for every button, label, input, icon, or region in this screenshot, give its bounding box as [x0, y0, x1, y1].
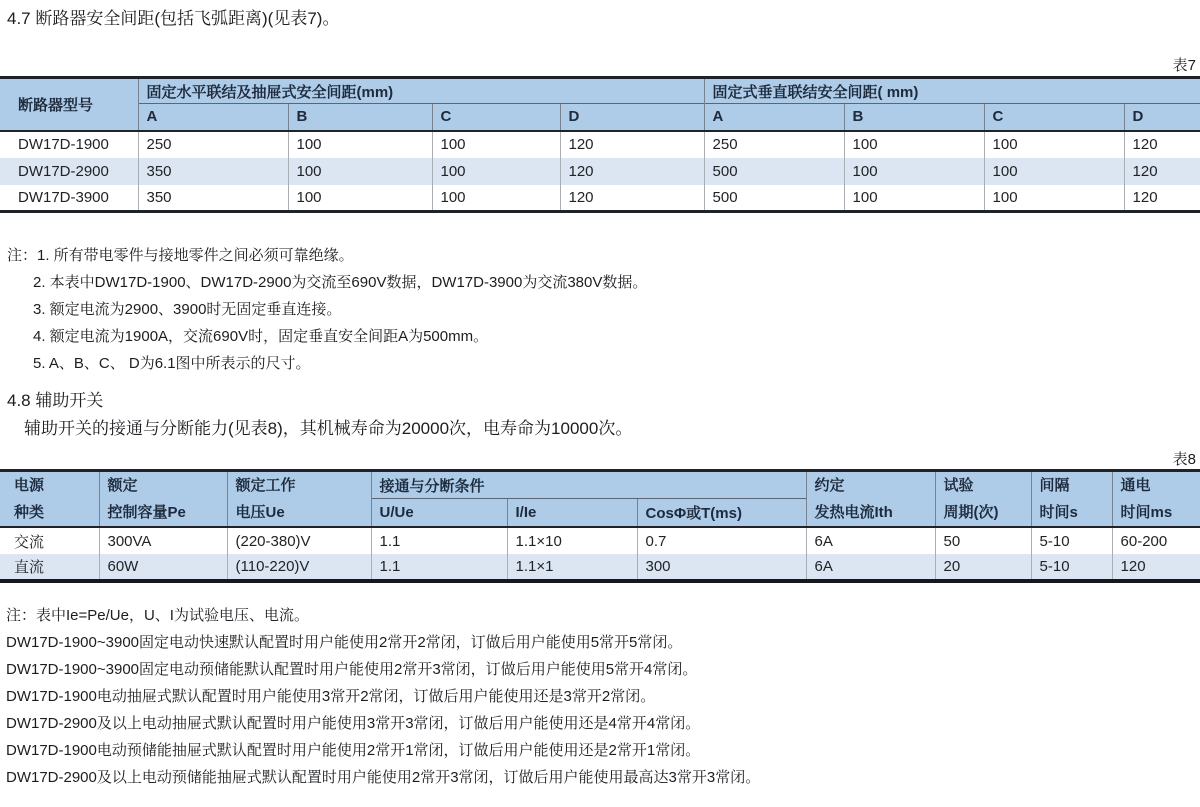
- table8-header-rated-capacity: [99, 471, 227, 528]
- note-line: DW17D-2900及以上电动预储能抽屉式默认配置时用户能使用2常开3常闭，订做后用户能使用最高达3常开3常闭。: [6, 769, 761, 786]
- table-cell: (110-220)V: [227, 554, 371, 581]
- table-row: [0, 527, 1200, 554]
- table-cell: 250: [704, 131, 844, 158]
- table8-header-make-break-group: 接通与分断条件: [371, 471, 806, 499]
- table7-subheader-c2: C: [984, 104, 1124, 131]
- table-cell: 120: [1124, 158, 1200, 185]
- table8-subheader-cos: CosΦ或T(ms): [637, 499, 806, 527]
- table-cell: 5-10: [1031, 527, 1112, 554]
- table-cell: 100: [984, 185, 1124, 212]
- table-cell: 350: [138, 158, 288, 185]
- table8-header-power-type: [0, 471, 99, 528]
- note-line: 注：1. 所有带电零件与接地零件之间必须可靠绝缘。: [7, 247, 354, 264]
- note-line: 2. 本表中DW17D-1900、DW17D-2900为交流至690V数据，DW17D-3900为交流380V数据。: [33, 274, 648, 291]
- table-cell: 100: [288, 131, 432, 158]
- table-cell: 50: [935, 527, 1031, 554]
- section-4-8-heading: 4.8 辅助开关: [7, 391, 104, 410]
- power-type: 直流: [0, 554, 99, 581]
- table-cell: 100: [432, 185, 560, 212]
- table-cell: 500: [704, 185, 844, 212]
- auxiliary-switch-table: [0, 469, 1200, 583]
- table-cell: 100: [288, 158, 432, 185]
- table8-header-interval-time: [1031, 471, 1112, 528]
- section-4-7-heading: 4.7 断路器安全间距(包括飞弧距离)(见表7)。: [7, 9, 340, 28]
- table7-header-horizontal-group: 固定水平联结及抽屉式安全间距(mm): [138, 78, 704, 104]
- table-cell: 60W: [99, 554, 227, 581]
- table-cell: 1.1×10: [507, 527, 637, 554]
- table-cell: (220-380)V: [227, 527, 371, 554]
- note-line: DW17D-1900电动预储能抽屉式默认配置时用户能使用2常开1常闭，订做后用户能使用还是2常开1常闭。: [6, 742, 701, 759]
- table8-header-energized-time: [1112, 471, 1200, 528]
- table7-subheader-a1: A: [138, 104, 288, 131]
- table7-subheader-b2: B: [844, 104, 984, 131]
- table7-notes: [7, 242, 1200, 377]
- table8-header-thermal-current: [806, 471, 935, 528]
- table-row: [0, 131, 1200, 158]
- table7-header-vertical-group: 固定式垂直联结安全间距( mm): [704, 78, 1200, 104]
- table-cell: 1.1×1: [507, 554, 637, 581]
- table-cell: 6A: [806, 527, 935, 554]
- note-line: DW17D-2900及以上电动抽屉式默认配置时用户能使用3常开3常闭，订做后用户能使用还是4常开4常闭。: [6, 715, 701, 732]
- section-4-8-paragraph: 辅助开关的接通与分断能力(见表8)，其机械寿命为20000次，电寿命为10000次。: [24, 419, 633, 438]
- header-line: 时间ms: [1120, 504, 1173, 521]
- table-cell: 0.7: [637, 527, 806, 554]
- header-line: 控制容量Pe: [107, 504, 186, 521]
- table7-subheader-d1: D: [560, 104, 704, 131]
- table7-label: 表7: [1172, 57, 1196, 74]
- header-line: 发热电流Ith: [814, 504, 893, 521]
- table-cell: 6A: [806, 554, 935, 581]
- table8-subheader-u-ue: U/Ue: [371, 499, 507, 527]
- table7-subheader-d2: D: [1124, 104, 1200, 131]
- breaker-model: DW17D-1900: [0, 131, 138, 158]
- note-line: 注：表中Ie=Pe/Ue，U、I为试验电压、电流。: [6, 607, 309, 624]
- table-cell: 100: [844, 185, 984, 212]
- table-cell: 120: [560, 158, 704, 185]
- table-cell: 20: [935, 554, 1031, 581]
- table8-label: 表8: [1172, 451, 1196, 468]
- header-line: 电源: [14, 477, 45, 494]
- table-cell: 100: [984, 131, 1124, 158]
- table-cell: 100: [984, 158, 1124, 185]
- table-cell: 250: [138, 131, 288, 158]
- table-row: [0, 185, 1200, 212]
- header-line: 额定: [107, 477, 138, 494]
- table8-subheader-i-ie: I/Ie: [507, 499, 637, 527]
- note-line: 3. 额定电流为2900、3900时无固定垂直连接。: [33, 301, 342, 318]
- table7-header-model: 断路器型号: [0, 78, 138, 131]
- note-line: 4. 额定电流为1900A，交流690V时，固定垂直安全间距A为500mm。: [33, 328, 489, 345]
- note-line: DW17D-1900~3900固定电动快速默认配置时用户能使用2常开2常闭，订做后用户能使用5常开5常闭。: [6, 634, 683, 651]
- safety-distance-table: [0, 76, 1200, 213]
- header-line: 额定工作: [235, 477, 296, 494]
- header-line: 种类: [14, 504, 45, 521]
- table-cell: 300VA: [99, 527, 227, 554]
- table-cell: 120: [560, 185, 704, 212]
- breaker-model: DW17D-3900: [18, 188, 109, 206]
- note-line: DW17D-1900电动抽屉式默认配置时用户能使用3常开2常闭，订做后用户能使用还是3常开2常闭。: [6, 688, 656, 705]
- table-row: [0, 554, 1200, 581]
- breaker-model: DW17D-2900: [0, 158, 138, 185]
- header-line: 约定: [814, 477, 845, 494]
- table-cell: 60-200: [1112, 527, 1200, 554]
- table-cell: 120: [1124, 185, 1200, 212]
- table-cell: 1.1: [371, 527, 507, 554]
- table-cell: 100: [288, 185, 432, 212]
- table-cell: 500: [704, 158, 844, 185]
- table-cell: 1.1: [371, 554, 507, 581]
- table-cell: 120: [560, 131, 704, 158]
- table-row: [0, 158, 1200, 185]
- header-line: 试验: [943, 477, 974, 494]
- table7-subheader-c1: C: [432, 104, 560, 131]
- table7-subheader-b1: B: [288, 104, 432, 131]
- header-line: 时间s: [1039, 504, 1078, 521]
- table-cell: 100: [844, 131, 984, 158]
- table-cell: 120: [1112, 554, 1200, 581]
- header-line: 电压Ue: [235, 504, 285, 521]
- power-type: 交流: [0, 527, 99, 554]
- table-cell: 100: [432, 131, 560, 158]
- table-cell: 300: [637, 554, 806, 581]
- header-line: 周期(次): [943, 504, 999, 521]
- note-line: 5. A、B、C、 D为6.1图中所表示的尺寸。: [33, 355, 311, 372]
- table7-subheader-a2: A: [704, 104, 844, 131]
- table-cell: 5-10: [1031, 554, 1112, 581]
- table-cell: 100: [432, 158, 560, 185]
- table-cell: 350: [138, 185, 288, 212]
- table8-header-working-voltage: [227, 471, 371, 528]
- table-cell: 100: [844, 158, 984, 185]
- note-line: DW17D-1900~3900固定电动预储能默认配置时用户能使用2常开3常闭，订做后用户能使用5常开4常闭。: [6, 661, 698, 678]
- header-line: 通电: [1120, 477, 1151, 494]
- table8-notes: [6, 602, 1200, 791]
- table-cell: 120: [1124, 131, 1200, 158]
- header-line: 间隔: [1039, 477, 1070, 494]
- table8-header-test-cycles: [935, 471, 1031, 528]
